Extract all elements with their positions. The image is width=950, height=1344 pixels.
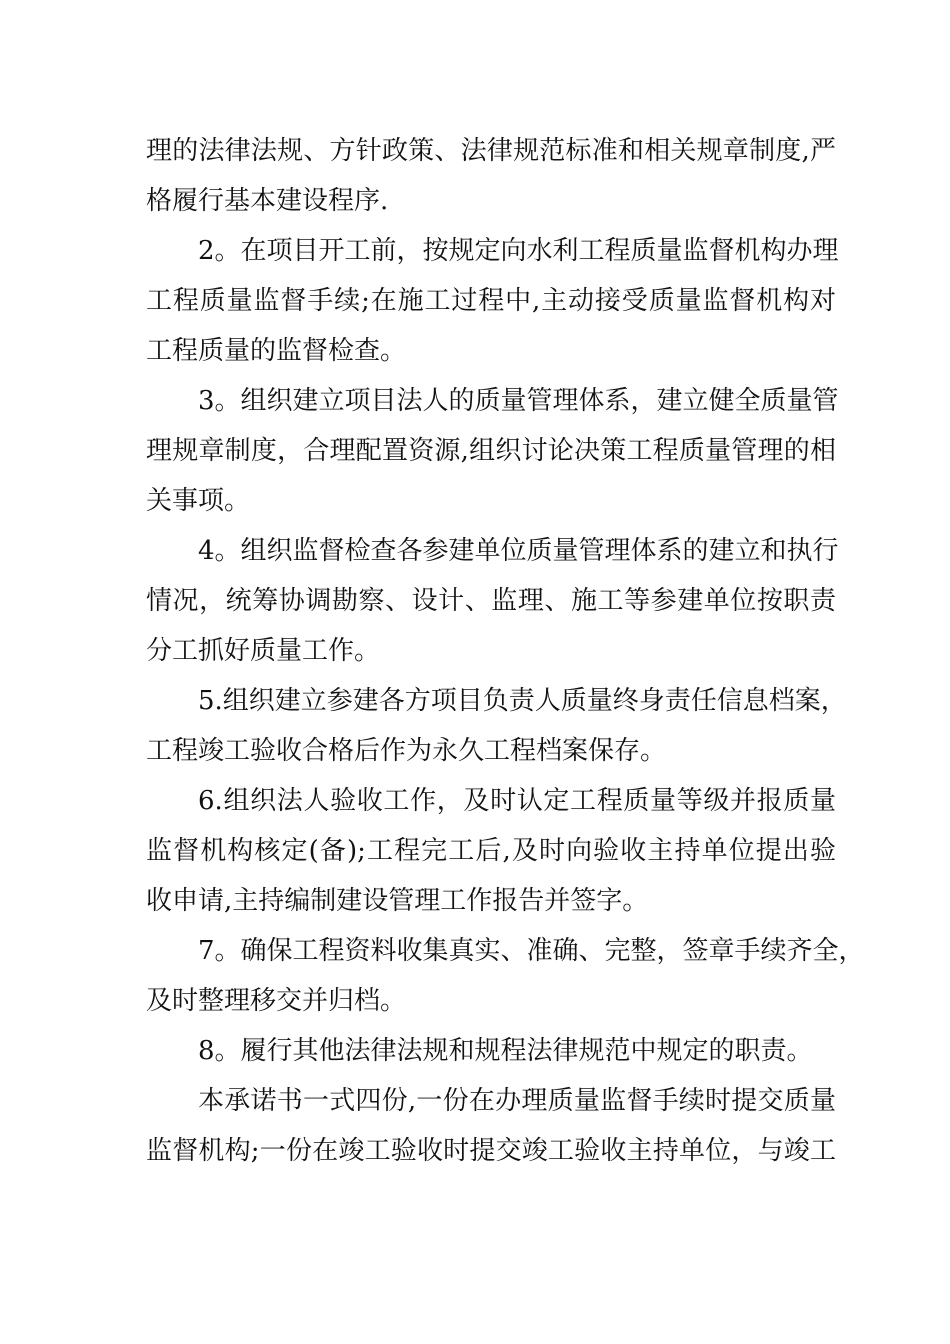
text-line: 工程质量的监督检查。	[146, 336, 407, 366]
text-line: 收申请,主持编制建设管理工作报告并签字。	[146, 886, 649, 916]
list-item-7-line: 7。确保工程资料收集真实、准确、完整，签章手续齐全，	[198, 936, 865, 966]
text-line: 及时整理移交并归档。	[146, 986, 407, 1016]
text-line: 格履行基本建设程序.	[146, 186, 389, 216]
text-line: 监督机构核定(备);工程完工后,及时向验收主持单位提出验	[146, 836, 836, 866]
list-item-8-line: 8。履行其他法律法规和规程法律规范中规定的职责。	[198, 1036, 813, 1066]
list-item-3-line: 3。组织建立项目法人的质量管理体系，建立健全质量管	[198, 386, 839, 416]
text-line: 关事项。	[146, 486, 251, 516]
text-line: 工程质量监督手续;在施工过程中,主动接受质量监督机构对	[146, 286, 836, 316]
text-line: 工程竣工验收合格后作为永久工程档案保存。	[146, 736, 667, 766]
list-item-6-line: 6.组织法人验收工作，及时认定工程质量等级并报质量	[198, 786, 836, 816]
list-item-4-line: 4。组织监督检查各参建单位质量管理体系的建立和执行	[198, 536, 839, 566]
list-item-2-line: 2。在项目开工前，按规定向水利工程质量监督机构办理	[198, 236, 839, 266]
text-line: 分工抓好质量工作。	[146, 636, 381, 666]
closing-paragraph-line: 本承诺书一式四份,一份在办理质量监督手续时提交质量	[198, 1086, 836, 1116]
text-line: 理规章制度，合理配置资源,组织讨论决策工程质量管理的相	[146, 436, 836, 466]
text-line: 情况，统筹协调勘察、设计、监理、施工等参建单位按职责	[146, 586, 836, 616]
text-line: 监督机构;一份在竣工验收时提交竣工验收主持单位，与竣工	[146, 1136, 836, 1166]
text-line: 理的法律法规、方针政策、法律规范标准和相关规章制度,严	[146, 136, 836, 166]
list-item-5-line: 5.组织建立参建各方项目负责人质量终身责任信息档案，	[198, 686, 847, 716]
